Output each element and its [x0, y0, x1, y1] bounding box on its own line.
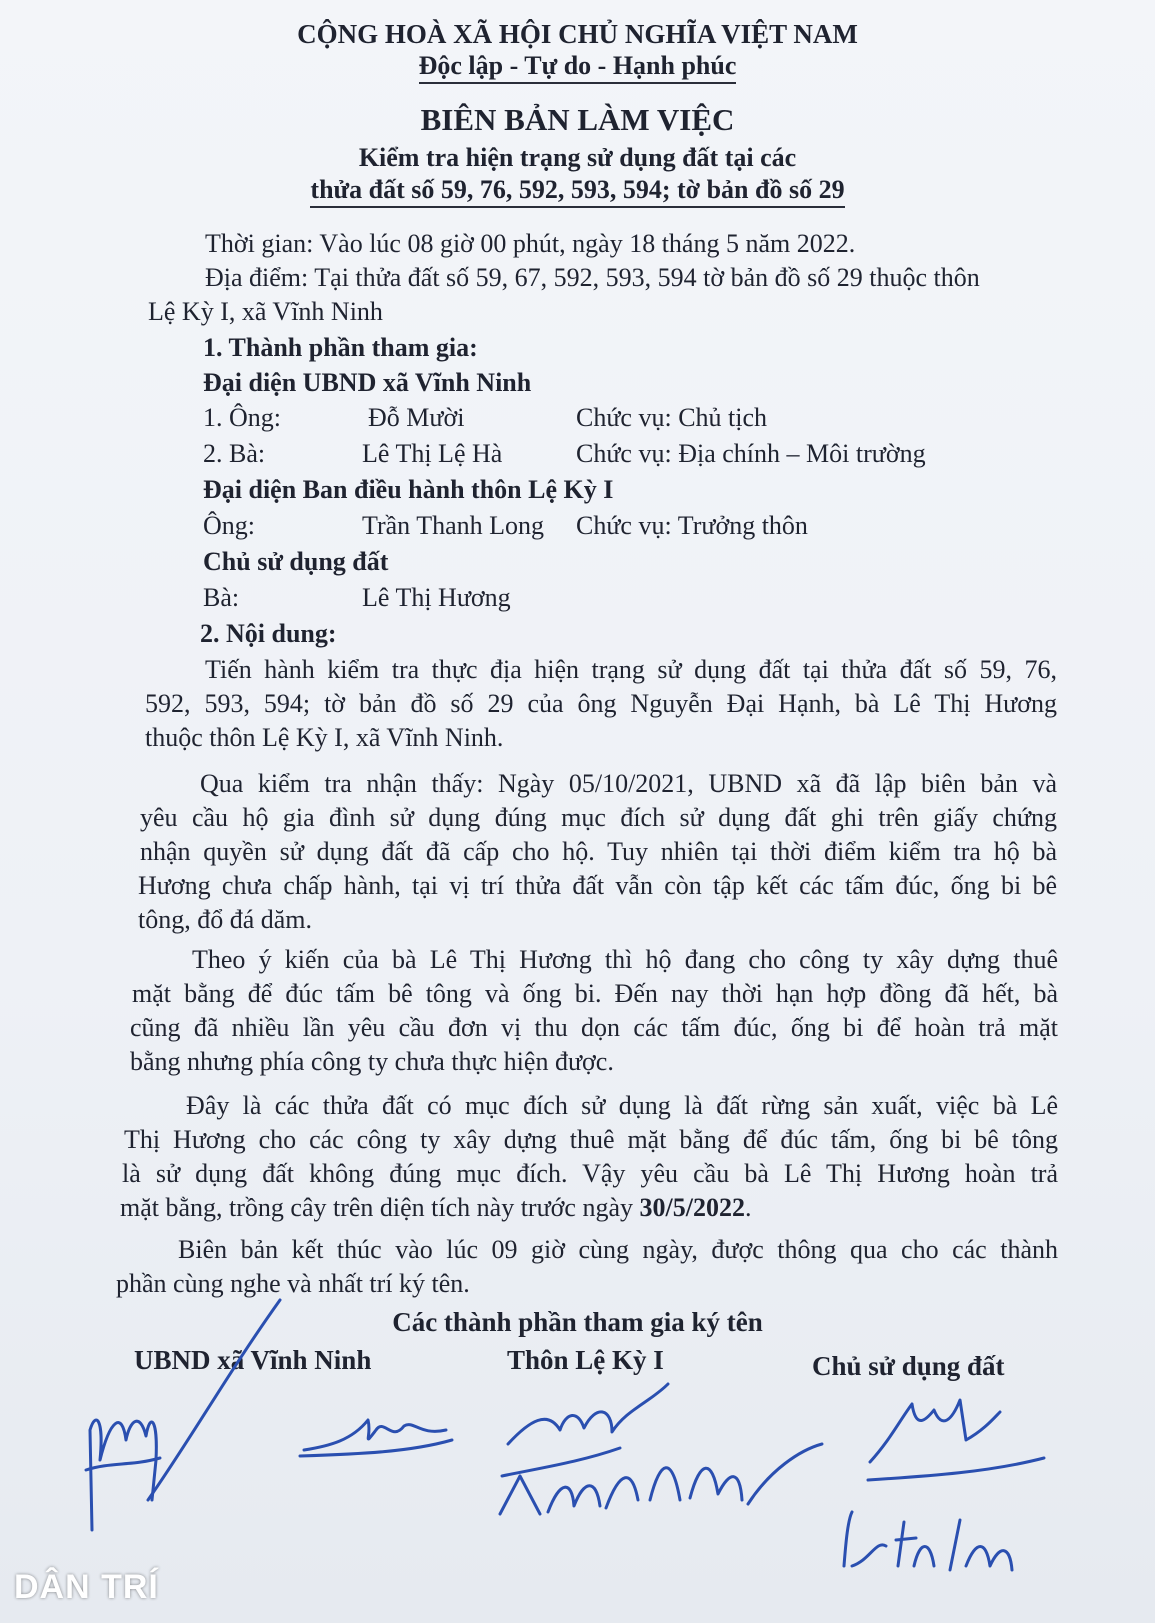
para2-line4: Hương chưa chấp hành, tại vị trí thửa đất vẫn còn tập kết các tấm đúc, ống bi bê: [138, 871, 1057, 900]
group-land-user: Chủ sử dụng đất: [203, 547, 389, 576]
participants-heading: 1. Thành phần tham gia:: [203, 333, 478, 362]
participant-2-role: Chức vụ: Địa chính – Môi trường: [576, 439, 926, 468]
para2-line3: nhận quyền sử dụng đất đã cấp cho hộ. Tuy nhiên tại thời điểm kiểm tra hộ bà: [140, 837, 1057, 866]
country-header: CỘNG HOÀ XÃ HỘI CHỦ NGHĨA VIỆT NAM: [297, 19, 858, 49]
signature-col-land-user: Chủ sử dụng đất: [812, 1351, 1005, 1381]
participant-1-role: Chức vụ: Chủ tịch: [576, 403, 768, 432]
participant-2-name: Lê Thị Lệ Hà: [362, 439, 503, 468]
participant-4-title: Bà:: [203, 583, 240, 612]
participant-1-name: Đỗ Mười: [368, 403, 465, 432]
document-subtitle-2: thửa đất số 59, 76, 592, 593, 594; tờ bản đồ số 29: [0, 174, 1155, 206]
motto: Độc lập - Tự do - Hạnh phúc: [0, 50, 1155, 82]
para2-line5: tông, đổ đá dăm.: [138, 905, 313, 934]
para1-line3: thuộc thôn Lệ Kỳ I, xã Vĩnh Ninh.: [145, 723, 504, 752]
document-title: BIÊN BẢN LÀM VIỆC: [420, 102, 735, 137]
participant-1-title: 1. Ông:: [203, 403, 281, 432]
document-subtitle-1: Kiểm tra hiện trạng sử dụng đất tại các: [358, 143, 797, 172]
deadline-date: 30/5/2022: [639, 1193, 745, 1222]
para2-line1: Qua kiểm tra nhận thấy: Ngày 05/10/2021, UBND xã đã lập biên bản và: [200, 769, 1057, 798]
participant-2-title: 2. Bà:: [203, 439, 266, 468]
para2-line2: yêu cầu hộ gia đình sử dụng đúng mục đích sử dụng đất ghi trên giấy chứng: [140, 803, 1057, 832]
para5-line1: Biên bản kết thúc vào lúc 09 giờ cùng ngày, được thông qua cho các thành: [178, 1235, 1058, 1264]
para1-line2: 592, 593, 594; tờ bản đồ số 29 của ông Nguyễn Đại Hạnh, bà Lê Thị Hương: [145, 689, 1057, 718]
para3-line3: cũng đã nhiều lần yêu cầu đơn vị thu dọn các tấm đúc, ống bi để hoàn trả mặt: [130, 1013, 1058, 1042]
participant-3-role: Chức vụ: Trưởng thôn: [576, 511, 808, 540]
signature-col-commune: UBND xã Vĩnh Ninh: [134, 1345, 372, 1375]
para4-line3: là sử dụng đất không đúng mục đích. Vậy yêu cầu bà Lê Thị Hương hoàn trả: [122, 1159, 1058, 1188]
group-village: Đại diện Ban điều hành thôn Lệ Kỳ I: [203, 475, 614, 504]
para3-line2: mặt bằng để đúc tấm bê tông và ống bi. Đến nay thời hạn hợp đồng đã hết, bà: [132, 979, 1058, 1008]
meeting-place-line1: Địa điểm: Tại thửa đất số 59, 67, 592, 593, 594 tờ bản đồ số 29 thuộc thôn: [205, 263, 980, 292]
para3-line1: Theo ý kiến của bà Lê Thị Hương thì hộ đang cho công ty xây dựng thuê: [192, 945, 1058, 974]
participant-3-title: Ông:: [203, 511, 255, 540]
watermark-logo: DÂN TRÍ: [14, 1568, 159, 1606]
participant-3-name: Trần Thanh Long: [362, 511, 544, 540]
meeting-time: Thời gian: Vào lúc 08 giờ 00 phút, ngày 18 tháng 5 năm 2022.: [205, 229, 856, 258]
participant-4-name: Lê Thị Hương: [362, 583, 511, 612]
para4-line4: mặt bằng, trồng cây trên diện tích này trước ngày 30/5/2022.: [120, 1193, 752, 1222]
para1-line1: Tiến hành kiểm tra thực địa hiện trạng sử dụng đất tại thửa đất số 59, 76,: [205, 655, 1057, 684]
signatures-heading: Các thành phần tham gia ký tên: [392, 1307, 763, 1337]
para4-line2: Thị Hương cho các công ty xây dựng thuê mặt bằng để đúc tấm, ống bi bê tông: [124, 1125, 1058, 1154]
para5-line2: phần cùng nghe và nhất trí ký tên.: [116, 1269, 470, 1298]
signature-col-village: Thôn Lệ Kỳ I: [507, 1345, 664, 1375]
content-heading: 2. Nội dung:: [200, 619, 337, 648]
para3-line4: bằng nhưng phía công ty chưa thực hiện được.: [130, 1047, 614, 1076]
group-commune: Đại diện UBND xã Vĩnh Ninh: [203, 368, 532, 397]
para4-line1: Đây là các thửa đất có mục đích sử dụng là đất rừng sản xuất, việc bà Lê: [186, 1091, 1058, 1120]
meeting-place-line2: Lệ Kỳ I, xã Vĩnh Ninh: [148, 297, 383, 326]
